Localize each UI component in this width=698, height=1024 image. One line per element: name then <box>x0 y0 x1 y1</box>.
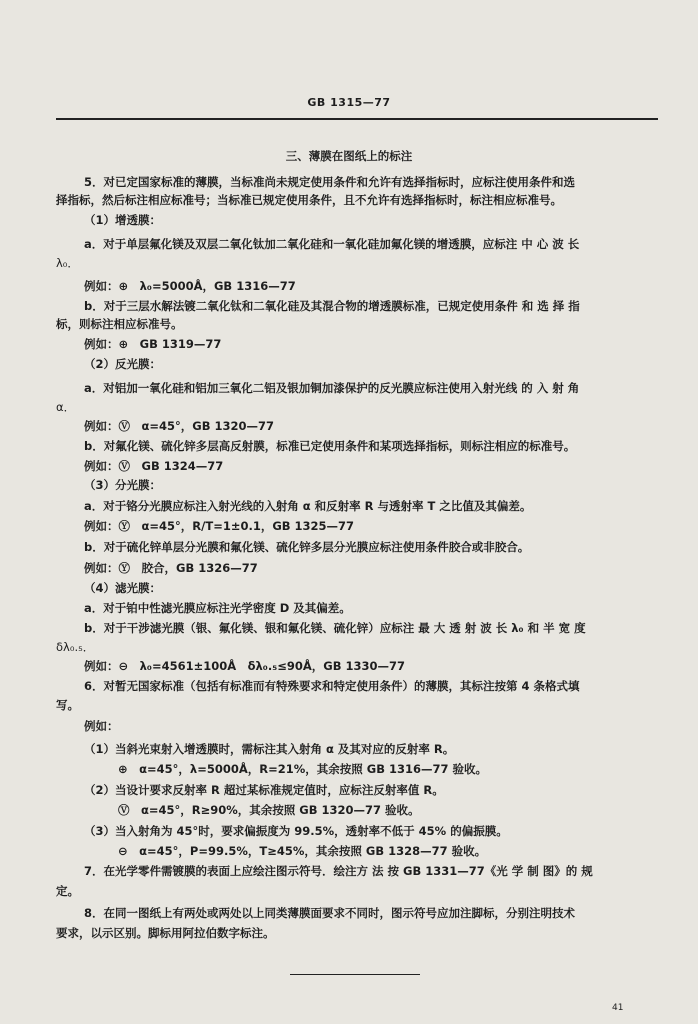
text-line: （1）当斜光束射入增透膜时，需标注其入射角 α 及其对应的反射率 R。 <box>84 742 455 756</box>
text-line: 定。 <box>56 884 79 898</box>
header-rule <box>56 118 658 120</box>
text-line: b．对于硫化锌单层分光膜和氟化镁、硫化锌多层分光膜应标注使用条件胶合或非胶合。 <box>84 540 530 554</box>
text-line: Ⓥ α=45°，R≥90%，其余按照 GB 1320—77 验收。 <box>118 803 420 817</box>
text-line: 标，则标注相应标准号。 <box>56 317 183 331</box>
text-line: （4）滤光膜： <box>84 581 162 595</box>
text-line: 例如：⊕ λ₀=5000Å，GB 1316—77 <box>84 279 296 293</box>
text-line: 例如：Ⓨ α=45°，R/T=1±0.1，GB 1325—77 <box>84 519 355 533</box>
text-line: 8．在同一图纸上有两处或两处以上同类薄膜面要求不同时，图示符号应加注脚标，分别注明技术 <box>84 906 575 920</box>
text-line: 例如：Ⓥ GB 1324—77 <box>84 459 224 473</box>
text-line: λ₀． <box>56 256 79 270</box>
text-line: b．对于三层水解法镀二氧化钛和二氧化硅及其混合物的增透膜标准，已规定使用条件 和 选 择 指 <box>84 299 580 313</box>
text-line: 例如：Ⓨ 胶合，GB 1326—77 <box>84 561 258 575</box>
text-line: 例如：⊕ GB 1319—77 <box>84 337 222 351</box>
footer-rule <box>290 974 420 975</box>
text-line: a．对于铬分光膜应标注入射光线的入射角 α 和反射率 R 与透射率 T 之比值及其偏差。 <box>84 499 532 513</box>
text-line: ⊕ α=45°，λ=5000Å，R=21%，其余按照 GB 1316—77 验收。 <box>118 762 487 776</box>
text-line: a．对于单层氟化镁及双层二氧化钛加二氧化硅和一氧化硅加氟化镁的增透膜，应标注 中 心 波 长 <box>84 237 580 251</box>
document-header: GB 1315—77 <box>307 96 391 109</box>
text-line: b．对于干涉滤光膜（银、氟化镁、银和氟化镁、硫化锌）应标注 最 大 透 射 波 长 λ₀ 和 半 宽 度 <box>84 621 586 635</box>
text-line: （3）当入射角为 45°时，要求偏振度为 99.5%，透射率不低于 45% 的偏振膜。 <box>84 824 508 838</box>
text-line: a．对铝加一氧化硅和铝加三氧化二铝及银加铜加漆保护的反光膜应标注使用入射光线 的 入 射 角 <box>84 381 580 395</box>
text-line: 择指标，然后标注相应标准号；当标准已规定使用条件，且不允许有选择指标时，标注相应标准号。 <box>56 193 562 207</box>
text-line: b．对氟化镁、硫化锌多层高反射膜，标准已定使用条件和某项选择指标，则标注相应的标准号。 <box>84 439 576 453</box>
text-line: 5．对已定国家标准的薄膜，当标准尚未规定使用条件和允许有选择指标时，应标注使用条件和选 <box>84 175 575 189</box>
text-line: （2）反光膜： <box>84 357 162 371</box>
text-line: 例如：Ⓥ α=45°，GB 1320—77 <box>84 419 275 433</box>
text-line: a．对于铂中性滤光膜应标注光学密度 D 及其偏差。 <box>84 601 351 615</box>
text-line: 写。 <box>56 698 79 712</box>
text-line: 7．在光学零件需镀膜的表面上应绘注图示符号．绘注方 法 按 GB 1331—77《光 学 制 图》的 规 <box>84 864 593 878</box>
text-line: 例如：⊖ λ₀=4561±100Å δλ₀.₅≤90Å，GB 1330—77 <box>84 659 406 673</box>
page-number: 41 <box>612 1003 624 1013</box>
text-line: ⊖ α=45°，P=99.5%，T≥45%，其余按照 GB 1328—77 验收。 <box>118 844 487 858</box>
text-line: 6．对暂无国家标准（包括有标准而有特殊要求和特定使用条件）的薄膜，其标注按第 4 条格式填 <box>84 679 580 693</box>
text-line: δλ₀.₅． <box>56 640 95 654</box>
text-line: （1）增透膜： <box>84 213 162 227</box>
text-line: 要求，以示区别。脚标用阿拉伯数字标注。 <box>56 926 275 940</box>
text-line: α． <box>56 400 76 414</box>
text-line: （3）分光膜： <box>84 478 162 492</box>
section-title: 三、薄膜在图纸上的标注 <box>285 149 413 163</box>
text-line: 例如： <box>84 719 119 733</box>
text-line: （2）当设计要求反射率 R 超过某标准规定值时，应标注反射率值 R。 <box>84 783 444 797</box>
